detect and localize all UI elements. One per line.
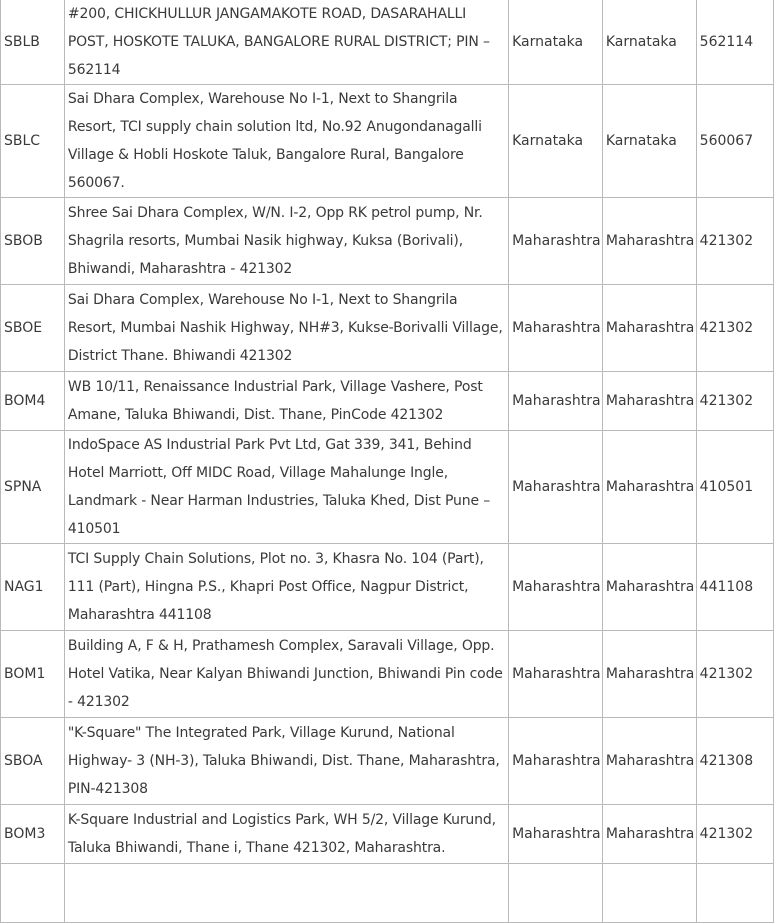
state-cell: Karnataka [509,0,603,85]
center-code-cell: NAG1 [1,544,65,631]
center-code-cell: SBLC [1,85,65,198]
pincode-cell: 421308 [696,718,773,805]
address-cell: WB 10/11, Renaissance Industrial Park, Village Vashere, Post Amane, Taluka Bhiwandi, Dist. Thane, PinCode 421302 [64,372,508,431]
state-cell: Karnataka [602,85,696,198]
table-row [1,631,774,718]
address-cell: IndoSpace AS Industrial Park Pvt Ltd, Gat 339, 341, Behind Hotel Marriott, Off MIDC Road, Village Mahalunge Ingle, Landmark - Near Harman Industries, Taluka Khed, Dist Pune – 410501 [64,431,508,544]
pincode-cell: 441108 [696,544,773,631]
state-cell: Karnataka [602,0,696,85]
state-cell: Karnataka [509,85,603,198]
empty-cell [509,864,603,923]
empty-cell [64,864,508,923]
empty-cell [696,864,773,923]
state-cell: Maharashtra [509,198,603,285]
address-cell: Shree Sai Dhara Complex, W/N. I-2, Opp RK petrol pump, Nr. Shagrila resorts, Mumbai Nasik highway, Kuksa (Borivali), Bhiwandi, Maharashtra - 421302 [64,198,508,285]
state-cell: Maharashtra [602,372,696,431]
center-code-cell: BOM4 [1,372,65,431]
state-cell: Maharashtra [509,805,603,864]
state-cell: Maharashtra [509,431,603,544]
pincode-cell: 421302 [696,631,773,718]
empty-cell [1,864,65,923]
pincode-cell: 421302 [696,198,773,285]
address-cell: Sai Dhara Complex, Warehouse No I-1, Next to Shangrila Resort, Mumbai Nashik Highway, NH#3, Kukse-Borivalli Village, District Thane. Bhiwandi 421302 [64,285,508,372]
center-code-cell: BOM3 [1,805,65,864]
pincode-cell: 562114 [696,0,773,85]
center-code-cell: SBOE [1,285,65,372]
address-cell: #200, CHICKHULLUR JANGAMAKOTE ROAD, DASARAHALLI POST, HOSKOTE TALUKA, BANGALORE RURAL DISTRICT; PIN – 562114 [64,0,508,85]
state-cell: Maharashtra [602,431,696,544]
state-cell: Maharashtra [509,718,603,805]
center-code-cell: SBOB [1,198,65,285]
table-row [1,372,774,431]
table-row [1,198,774,285]
table-row [1,0,774,85]
pincode-cell: 410501 [696,431,773,544]
state-cell: Maharashtra [509,544,603,631]
table-row [1,431,774,544]
empty-cell [602,864,696,923]
address-cell: "K-Square" The Integrated Park, Village Kurund, National Highway- 3 (NH-3), Taluka Bhiwandi, Dist. Thane, Maharashtra, PIN-421308 [64,718,508,805]
center-code-cell: SPNA [1,431,65,544]
table-row [1,864,774,923]
state-cell: Maharashtra [602,285,696,372]
table-row [1,285,774,372]
state-cell: Maharashtra [602,631,696,718]
state-cell: Maharashtra [509,285,603,372]
state-cell: Maharashtra [509,372,603,431]
pincode-cell: 421302 [696,805,773,864]
address-cell: K-Square Industrial and Logistics Park, WH 5/2, Village Kurund, Taluka Bhiwandi, Thane i, Thane 421302, Maharashtra. [64,805,508,864]
address-cell: Building A, F & H, Prathamesh Complex, Saravali Village, Opp. Hotel Vatika, Near Kalyan Bhiwandi Junction, Bhiwandi Pin code - 421302 [64,631,508,718]
state-cell: Maharashtra [509,631,603,718]
table-row [1,544,774,631]
table-row [1,805,774,864]
table-row [1,85,774,198]
address-cell: Sai Dhara Complex, Warehouse No I-1, Next to Shangrila Resort, TCI supply chain solution ltd, No.92 Anugondanagalli Village & Hobli Hoskote Taluk, Bangalore Rural, Bangalore 560067. [64,85,508,198]
pincode-cell: 560067 [696,85,773,198]
state-cell: Maharashtra [602,544,696,631]
state-cell: Maharashtra [602,718,696,805]
state-cell: Maharashtra [602,198,696,285]
address-cell: TCI Supply Chain Solutions, Plot no. 3, Khasra No. 104 (Part), 111 (Part), Hingna P.S., Khapri Post Office, Nagpur District, Maharashtra 441108 [64,544,508,631]
state-cell: Maharashtra [602,805,696,864]
center-code-cell: BOM1 [1,631,65,718]
pincode-cell: 421302 [696,285,773,372]
table-row [1,718,774,805]
center-code-cell: SBLB [1,0,65,85]
center-code-cell: SBOA [1,718,65,805]
pincode-cell: 421302 [696,372,773,431]
